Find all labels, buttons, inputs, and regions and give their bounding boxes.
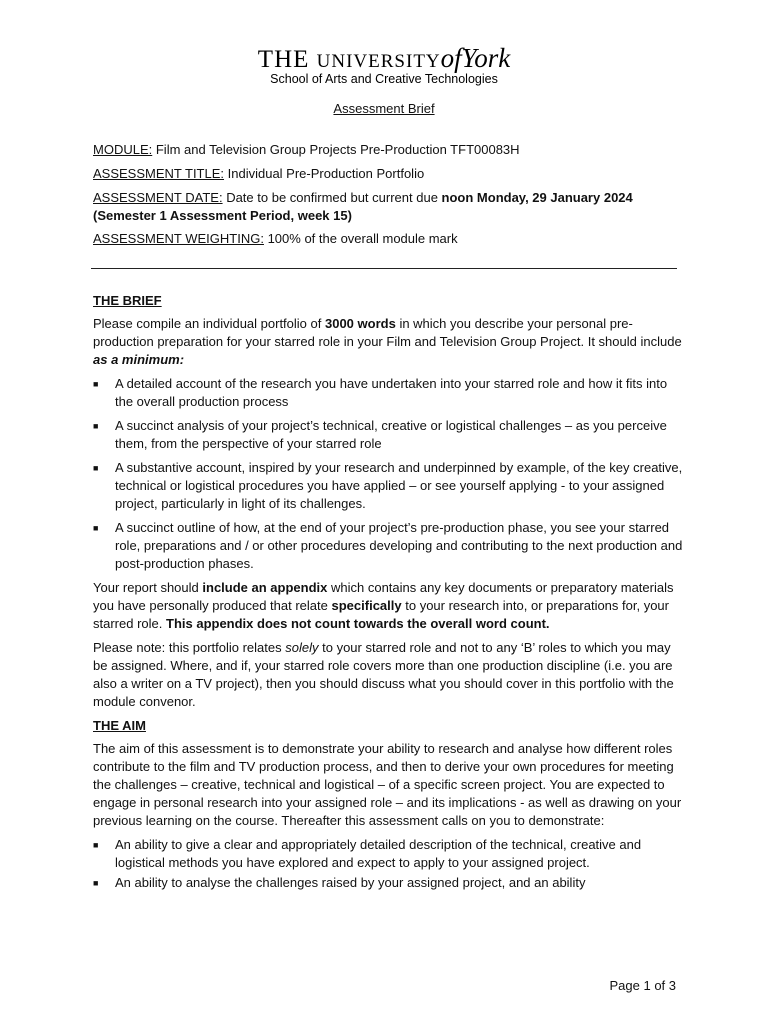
report-text-a: Your report should: [93, 580, 199, 595]
list-item: [93, 375, 683, 411]
bullet-icon: ■: [93, 463, 99, 473]
aim-list: [93, 836, 683, 892]
title-value: Individual Pre-Production Portfolio: [227, 166, 425, 181]
meta-title: [93, 165, 424, 183]
page-number: Page 1 of 3: [609, 978, 676, 993]
date-value-bold: noon Monday, 29 January 2024: [441, 190, 633, 205]
list-item: [93, 836, 683, 872]
list-item: [93, 417, 683, 453]
list-item-text: An ability to give a clear and appropriately detailed description of the technical, creative and logistical methods you have explored and expect to apply to your assigned project.: [115, 837, 642, 870]
date-period: (Semester 1 Assessment Period, week 15): [93, 208, 352, 223]
list-item: [93, 459, 683, 513]
document-title: Assessment Brief: [333, 101, 435, 116]
brief-intro: [93, 315, 683, 369]
bullet-icon: ■: [93, 840, 99, 850]
list-item: [93, 874, 683, 892]
note-text-a: Please note: this portfolio relates: [93, 640, 282, 655]
meta-weighting: [93, 230, 458, 248]
note-emphasis: solely: [285, 640, 319, 655]
logo-of: of: [440, 43, 462, 73]
title-label: ASSESSMENT TITLE:: [93, 166, 225, 181]
bullet-icon: ■: [93, 379, 99, 389]
date-value: Date to be confirmed but current due: [226, 190, 438, 205]
logo-the: THE: [257, 46, 310, 73]
brief-intro-text-b: in which you describe your personal pre-production preparation for your starred role in your Film and Television Group Project. It should include: [93, 316, 682, 349]
weighting-value: 100% of the overall module mark: [267, 231, 458, 246]
bullet-icon: ■: [93, 523, 99, 533]
brief-intro-bold: 3000 words: [324, 316, 396, 331]
aim-paragraph: The aim of this assessment is to demonstrate your ability to research and analyse how different roles contribute to the film and TV production process, and then to derive your own procedures for meeting the challenges – creative, technical and logistical – of a specific screen project. You are expected to engage in personal research into your assigned role – and its implications - as well as drawing on your previous learning on the course. Thereafter this assessment calls on you to demonstrate:: [93, 741, 682, 828]
list-item: [93, 519, 683, 573]
report-bold-appendix: include an appendix: [202, 580, 328, 595]
report-bold-appendix-note: This appendix does not count towards the overall word count.: [166, 616, 550, 631]
brief-intro-text-a: Please compile an individual portfolio of: [93, 316, 322, 331]
report-text-b: which contains any key documents or preparatory materials you have personally produced that relate: [93, 580, 674, 613]
module-label: MODULE:: [93, 142, 153, 157]
list-item-text: A detailed account of the research you have undertaken into your starred role and how it fits into the overall production process: [115, 376, 668, 409]
list-item-text: An ability to analyse the challenges raised by your assigned project, and an ability: [115, 875, 586, 890]
brief-list: [93, 375, 683, 573]
brief-intro-emph: as a minimum:: [93, 352, 185, 367]
note-text-b: to your starred role and not to any ‘B’ roles to which you may be assigned. Where, and if, your starred role covers more than one production discipline (i.e. you are also a writer on a TV project), then you should discuss what you should cover in this portfolio with the module convenor.: [93, 640, 674, 709]
university-logo: [0, 43, 768, 74]
school-name: School of Arts and Creative Technologies: [270, 72, 498, 86]
list-item-text: A substantive account, inspired by your research and underpinned by example, of the key creative, technical or logistical procedures you have applied – or see yourself applying - to your assigned project, particularly in light of its challenges.: [115, 460, 683, 511]
meta-date: [93, 189, 693, 225]
logo-york: York: [461, 43, 511, 73]
module-value: Film and Television Group Projects Pre-Production TFT00083H: [155, 142, 520, 157]
weighting-label: ASSESSMENT WEIGHTING:: [93, 231, 264, 246]
note-paragraph: [93, 639, 683, 711]
logo-university: UNIVERSITY: [316, 51, 441, 72]
list-item-text: A succinct outline of how, at the end of your project’s pre-production phase, you see your starred role, preparations and / or other procedures developing and contributing to the next production and post-production phases.: [115, 520, 683, 571]
report-bold-specifically: specifically: [331, 598, 402, 613]
meta-module: [93, 141, 520, 159]
brief-heading: THE BRIEF: [93, 293, 162, 308]
list-item-text: A succinct analysis of your project’s technical, creative or logistical challenges – as you perceive them, from the perspective of your starred role: [115, 418, 667, 451]
date-label: ASSESSMENT DATE:: [93, 190, 223, 205]
report-paragraph: [93, 579, 683, 633]
bullet-icon: ■: [93, 421, 99, 431]
bullet-icon: ■: [93, 878, 99, 888]
aim-heading: THE AIM: [93, 718, 146, 733]
document-body: [93, 292, 683, 898]
report-text-c: to your research into, or preparations for, your starred role.: [93, 598, 669, 631]
header-divider: [91, 268, 677, 269]
